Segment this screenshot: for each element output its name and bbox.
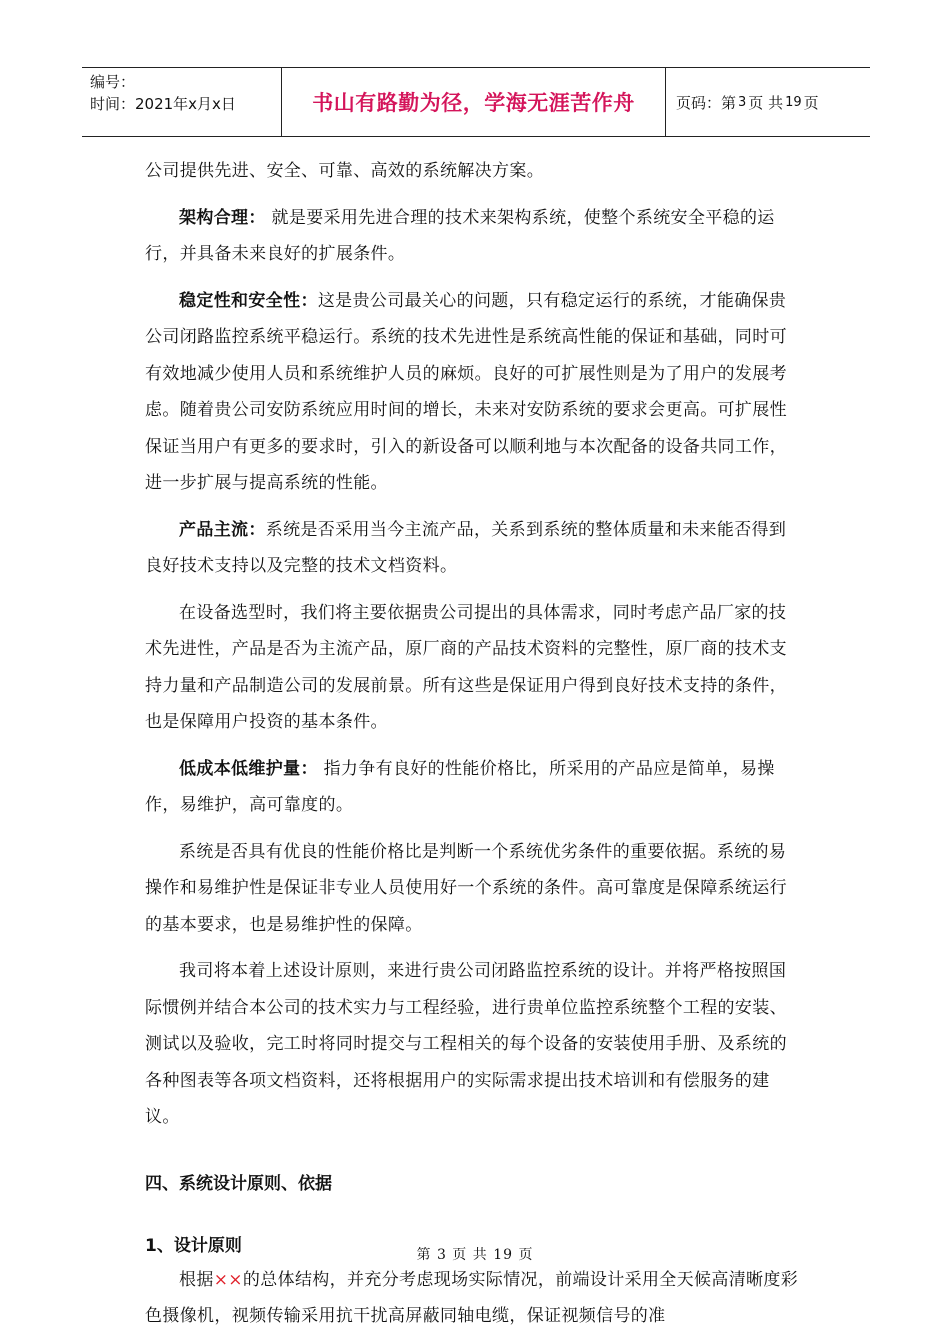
header-page-indicator [666, 68, 870, 136]
paragraph-text-basis: 根据 [179, 1269, 214, 1290]
paragraph-text-structure: 的总体结构，并充分考虑现场实际情况，前端设计采用全天候高清晰度彩色摄像机，视频传输采用抗干扰高屏蔽同轴电缆，保证视频信号的准 [145, 1269, 799, 1326]
paragraph-intro: 公司提供先进、安全、可靠、高效的系统解决方案。 [145, 161, 545, 181]
paragraph-commitment: 我司将本着上述设计原则，来进行贵公司闭路监控系统的设计。并将严格按照国际惯例并结合本公司的技术实力与工程经验，进行贵单位监控系统整个工程的安装、测试以及验收，完工时将同时提交与工程相关的每个设备的安装使用手册、及系统的各种图表等各项文档资料，还将根据用户的实际需求提出技术培训和有偿服务的建议。 [145, 961, 787, 1127]
paragraph-mainstream [145, 512, 801, 585]
paragraph-cost-performance: 系统是否具有优良的性能价格比是判断一个系统优劣条件的重要依据。系统的易操作和易维护性是保证非专业人员使用好一个系统的条件。高可靠度是保障系统运行的基本要求，也是易维护性的保障。 [145, 841, 787, 935]
paragraph-text-mainstream: 系统是否采用当今主流产品，关系到系统的整体质量和未来能否得到良好技术支持以及完整的技术文档资料。 [145, 519, 787, 576]
paragraph-lead-low-cost: 低成本低维护量： [179, 758, 318, 779]
paragraph-stability [145, 283, 801, 502]
page-suffix: 页 [803, 93, 819, 112]
paragraph-selection: 在设备选型时，我们将主要依据贵公司提出的具体需求，同时考虑产品厂家的技术先进性，产品是否为主流产品，原厂商的产品技术资料的完整性，原厂商的技术支持力量和产品制造公司的发展前景。所有这些是保证用户得到良好技术支持的条件，也是保障用户投资的基本条件。 [145, 602, 787, 732]
page-current: 3 [738, 94, 747, 110]
document-date: 时间：2021年x月x日 [90, 95, 236, 113]
paragraph-text-architecture: 就是要采用先进合理的技术来架构系统，使整个系统安全平稳的运行，并具备未来良好的扩展条件。 [145, 207, 775, 264]
document-number-label: 编号： [90, 73, 136, 91]
paragraph-lead-mainstream: 产品主流： [179, 519, 266, 540]
paragraph-overall-structure [145, 1262, 801, 1335]
page-prefix: 页码：第 [676, 93, 737, 112]
page-footer: 第 3 页 共 19 页 [416, 1247, 534, 1263]
paragraph-text-stability: 这是贵公司最关心的问题，只有稳定运行的系统，才能确保贵公司闭路监控系统平稳运行。系统的技术先进性是系统高性能的保证和基础，同时可有效地减少使用人员和系统维护人员的麻烦。良好的可扩展性则是为了用户的发展考虑。随着贵公司安防系统应用时间的增长，未来对安防系统的要求会更高。可扩展性保证当用户有更多的要求时，引入的新设备可以顺利地与本次配备的设备共同工作，进一步扩展与提高系统的性能。 [145, 290, 787, 493]
section-heading-design-principles: 四、系统设计原则、依据 [145, 1173, 332, 1194]
paragraph-text-low-cost: 指力争有良好的性能价格比，所采用的产品应是简单，易操作，易维护，高可靠度的。 [145, 758, 775, 815]
placeholder-mark: ×× [213, 1269, 243, 1290]
document-body [145, 153, 801, 1335]
header-meta [82, 68, 282, 136]
page-total: 19 [785, 94, 802, 110]
header-motto: 书山有路勤为径，学海无涯苦作舟 [282, 68, 666, 136]
page-mid: 页 共 [748, 93, 784, 112]
page-header [82, 67, 870, 137]
paragraph-architecture [145, 200, 801, 273]
paragraph-lead-stability: 稳定性和安全性： [179, 290, 318, 311]
subsection-heading-design-principle: 1、设计原则 [145, 1235, 242, 1256]
paragraph-low-cost [145, 751, 801, 824]
paragraph-lead-architecture: 架构合理： [179, 207, 266, 228]
